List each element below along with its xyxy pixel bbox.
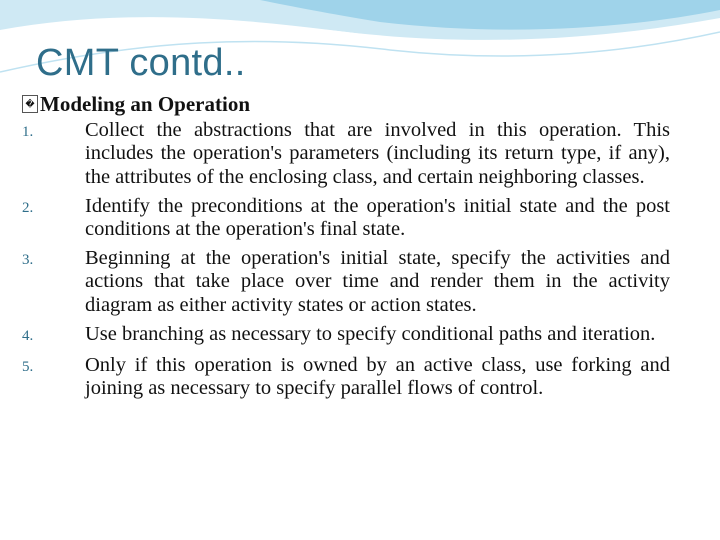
list-item-text: Collect the abstractions that are involved in this operation. This includes the operation's parameters (including its return type, if any), the attributes of the enclosing class, and certain neighboring classes. — [85, 119, 670, 188]
list-item-text: Beginning at the operation's initial state, specify the activities and actions that take place over time and render them in the activity diagram as either activity states or action states. — [85, 247, 670, 316]
list-item-text: Identify the preconditions at the operation's initial state and the post conditions at the operation's final state. — [85, 194, 670, 241]
list-item-number: 1. — [22, 124, 34, 140]
list-item — [22, 247, 670, 317]
list-item — [22, 354, 670, 401]
slide-body — [22, 91, 670, 406]
list-item-number: 2. — [22, 199, 34, 216]
list-item-number: 4. — [22, 327, 34, 344]
list-item — [22, 119, 670, 189]
section-heading-text: Modeling an Operation — [40, 92, 251, 116]
list-item-number: 5. — [22, 358, 34, 375]
list-item-text: Use branching as necessary to specify conditional paths and iteration. — [85, 322, 656, 345]
slide-title: CMT contd.. — [36, 42, 246, 84]
missing-glyph-bullet-icon: � — [22, 95, 38, 113]
list-item — [22, 323, 670, 348]
list-item-text: Only if this operation is owned by an active class, use forking and joining as necessary to specify parallel flows of control. — [85, 353, 670, 400]
steps-list — [22, 119, 670, 400]
section-heading — [22, 91, 670, 117]
list-item — [22, 195, 670, 242]
list-item-number: 3. — [22, 252, 34, 269]
